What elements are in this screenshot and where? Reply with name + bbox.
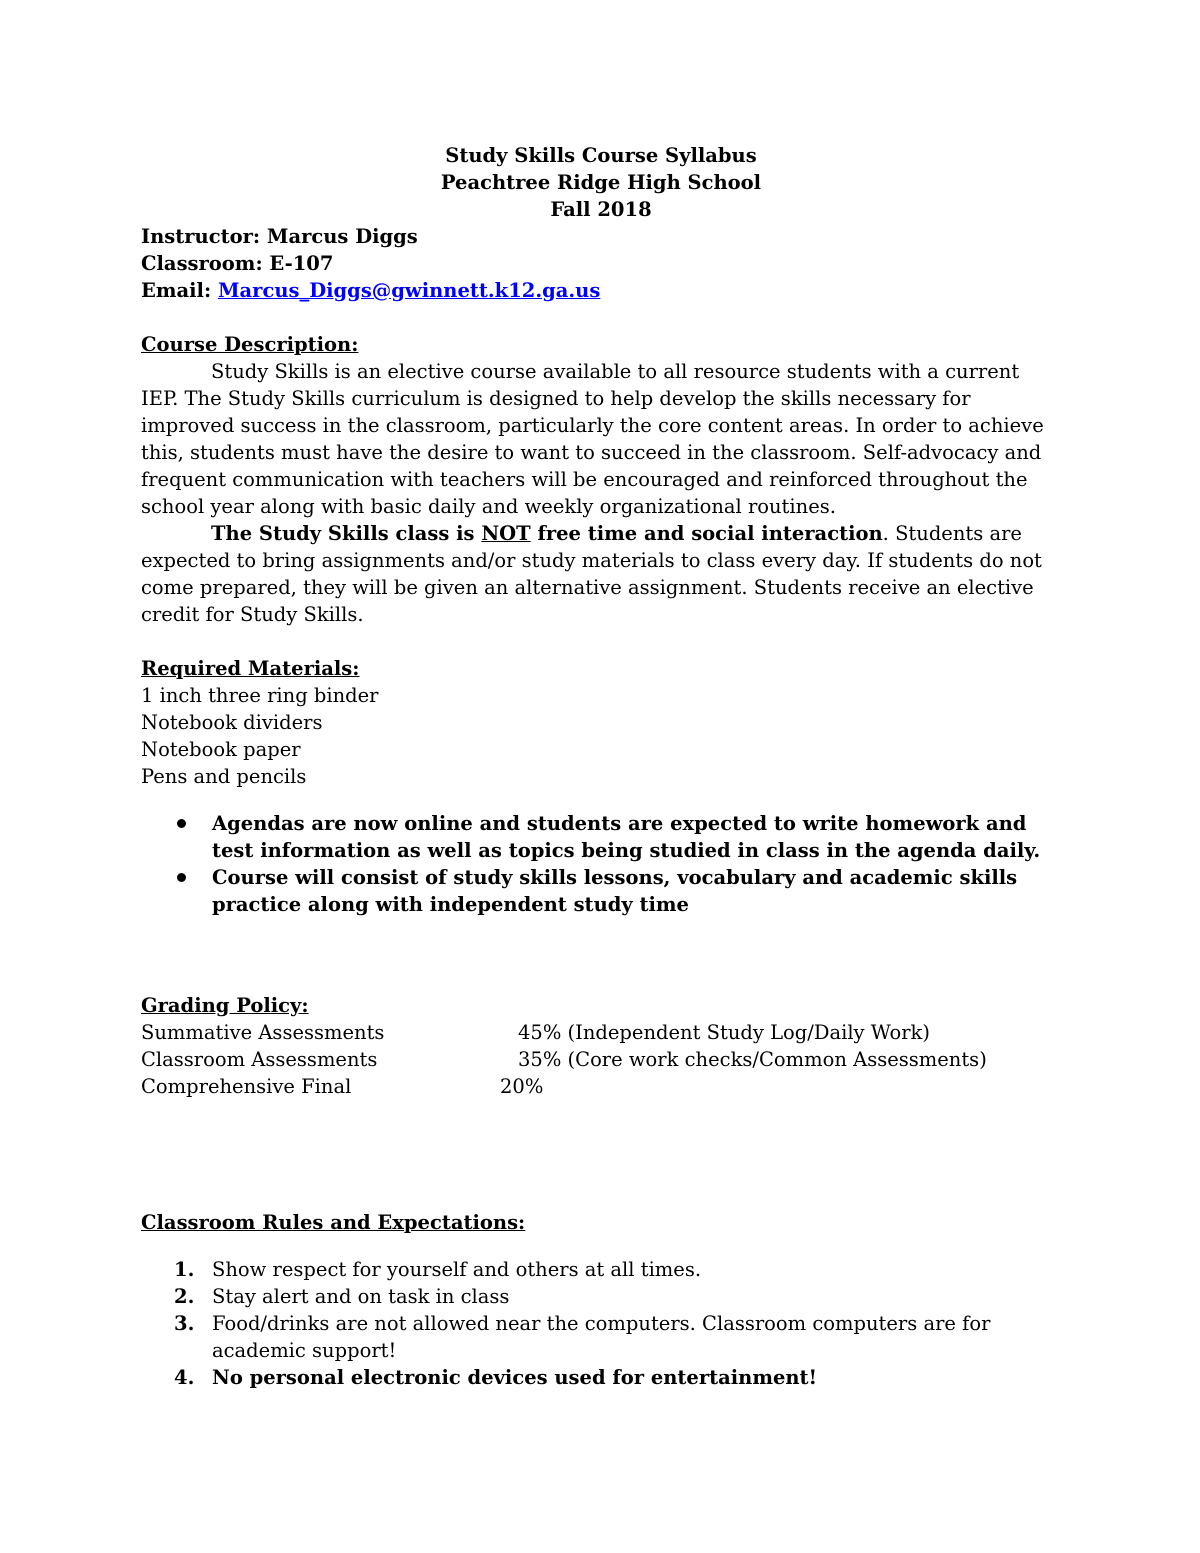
rule-item [141,1310,1061,1364]
grading-row [141,1046,1061,1073]
rule-number: 4. [174,1366,195,1389]
bullet-dot-icon [177,819,186,828]
rule-item [141,1256,1061,1283]
rule-number: 3. [174,1312,195,1335]
spacer [141,1236,1061,1256]
not-free-time-b: free time and social interaction [530,522,883,545]
not-emphasis: NOT [481,522,531,545]
material-item: Pens and pencils [141,765,307,788]
instructor-line: Instructor: Marcus Diggs [141,225,418,248]
bullet-item [141,864,1061,918]
rule-text: Show respect for yourself and others at all times. [212,1258,702,1281]
bullet-item [141,810,1061,864]
material-item: Notebook dividers [141,711,323,734]
grading-policy-heading: Grading Policy: [141,994,309,1017]
grading-value: 20% [500,1075,544,1098]
classroom-line: Classroom: E-107 [141,252,334,275]
spacer [141,918,1061,992]
course-description-heading: Course Description: [141,333,359,356]
rule-item [141,1283,1061,1310]
grading-row [141,1019,1061,1046]
bullet-dot-icon [177,873,186,882]
term: Fall 2018 [550,198,652,221]
bullet-text: Agendas are now online and students are expected to write homework and test information as well as topics being studied in class in the agenda daily. [212,812,1041,862]
grading-label: Classroom Assessments [141,1048,378,1071]
bullet-text: Course will consist of study skills lessons, vocabulary and academic skills practice along with independent study time [212,866,1018,916]
classroom-rules-heading: Classroom Rules and Expectations: [141,1211,526,1234]
grading-value: 45% (Independent Study Log/Daily Work) [518,1021,930,1044]
material-item: 1 inch three ring binder [141,684,379,707]
course-expectation-paragraph [141,520,1061,628]
rule-text: Stay alert and on task in class [212,1285,510,1308]
required-materials-heading: Required Materials: [141,657,360,680]
rule-text: Food/drinks are not allowed near the computers. Classroom computers are for academic support! [212,1312,991,1362]
grading-label: Comprehensive Final [141,1075,352,1098]
grading-label: Summative Assessments [141,1021,385,1044]
spacer [141,628,1061,655]
spacer [141,1100,1061,1209]
spacer [141,790,1061,810]
material-item: Notebook paper [141,738,301,761]
not-free-time-a: The Study Skills class is [211,522,482,545]
rule-item [141,1364,1061,1391]
materials-bullet-list [141,810,1061,918]
email-label: Email: [141,279,212,302]
rule-number: 2. [174,1285,195,1308]
school-name: Peachtree Ridge High School [440,171,762,194]
spacer [141,304,1061,331]
rule-text: No personal electronic devices used for entertainment! [212,1366,818,1389]
grading-value: 35% (Core work checks/Common Assessments) [518,1048,987,1071]
course-description-paragraph [141,358,1061,520]
email-link[interactable]: Marcus_Diggs@gwinnett.k12.ga.us [217,279,601,302]
description-text: Study Skills is an elective course available to all resource students with a current IEP. The Study Skills curriculum is designed to help develop the skills necessary for improved success in the classroom, particularly the core content areas. In order to achieve this, students must have the desire to want to succeed in the classroom. Self-advocacy and frequent communication with teachers will be encouraged and reinforced throughout the school year along with basic daily and weekly organizational routines. [141,360,1044,518]
grading-row [141,1073,1061,1100]
expectation-text: . Students are expected to bring assignments and/or study materials to class every day. If students do not come prepared, they will be given an alternative assignment. Students receive an elective credit for Study Skills. [141,522,1042,626]
rules-list [141,1256,1061,1391]
email-line [141,277,1061,304]
document-title: Study Skills Course Syllabus [445,144,757,167]
syllabus-page [141,142,1061,1391]
rule-number: 1. [174,1258,195,1281]
